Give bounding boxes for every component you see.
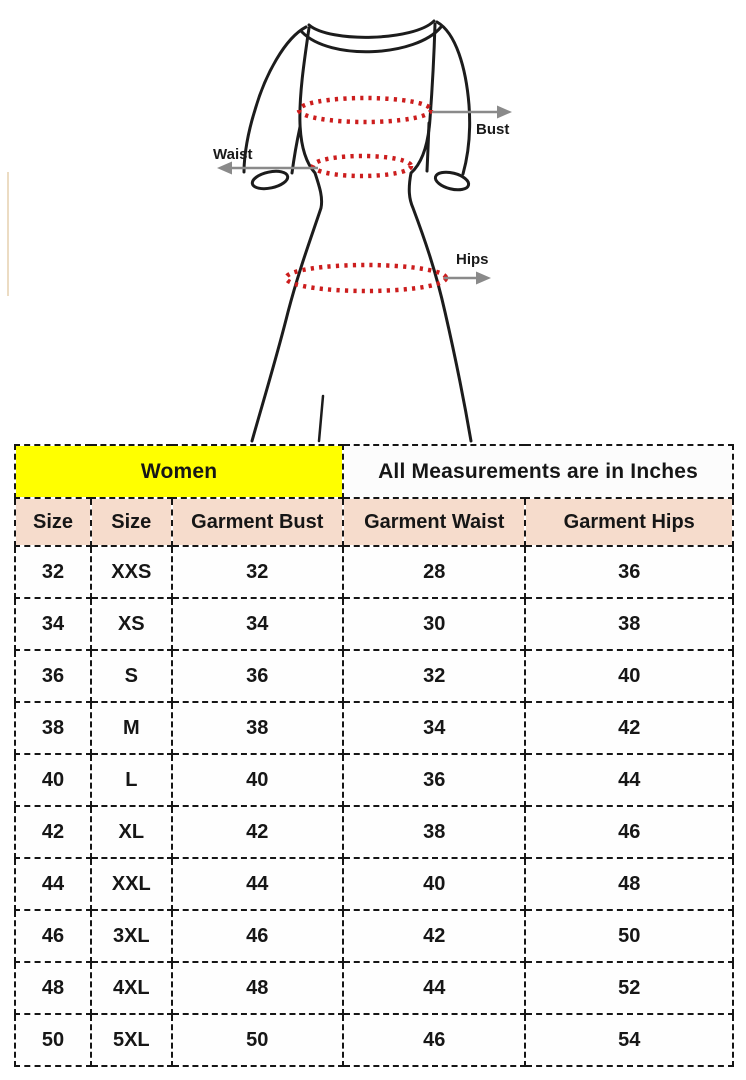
table-cell: 36 — [525, 546, 733, 598]
table-cell: XS — [91, 598, 171, 650]
table-cell: 52 — [525, 962, 733, 1014]
table-cell: 40 — [172, 754, 344, 806]
table-row — [15, 858, 733, 910]
table-cell: 42 — [343, 910, 525, 962]
hem-slit — [319, 396, 323, 441]
table-cell: 40 — [15, 754, 91, 806]
table-cell: 38 — [15, 702, 91, 754]
column-header-garment-waist: Garment Waist — [343, 498, 525, 546]
dress-outline-drawing — [244, 21, 471, 441]
column-header-garment-bust: Garment Bust — [172, 498, 344, 546]
table-row — [15, 702, 733, 754]
table-cell: 34 — [172, 598, 344, 650]
bust-ellipse — [299, 98, 431, 122]
table-cell: 42 — [15, 806, 91, 858]
left-sleeve-inner — [292, 127, 300, 173]
hips-ellipse — [286, 265, 446, 291]
table-cell: 38 — [343, 806, 525, 858]
right-sleeve-outer — [437, 22, 470, 174]
table-cell: 44 — [525, 754, 733, 806]
table-cell: 48 — [15, 962, 91, 1014]
table-cell: 32 — [172, 546, 344, 598]
table-cell: 48 — [172, 962, 344, 1014]
table-row — [15, 962, 733, 1014]
table-cell: 3XL — [91, 910, 171, 962]
size-chart-table — [14, 444, 734, 1067]
hips-label: Hips — [456, 251, 489, 268]
table-cell: 44 — [15, 858, 91, 910]
table-cell: 44 — [172, 858, 344, 910]
dress-measurement-diagram — [0, 0, 746, 445]
neckline-outer — [309, 21, 434, 37]
hips-arrowhead — [476, 272, 491, 285]
body-right-edge — [409, 24, 471, 441]
table-row — [15, 1014, 733, 1066]
table-cell: 46 — [525, 806, 733, 858]
table-cell: 50 — [15, 1014, 91, 1066]
units-group-header: All Measurements are in Inches — [343, 445, 733, 498]
table-cell: 42 — [525, 702, 733, 754]
table-cell: M — [91, 702, 171, 754]
group-header-row — [15, 445, 733, 498]
table-cell: L — [91, 754, 171, 806]
table-cell: 32 — [15, 546, 91, 598]
table-cell: 5XL — [91, 1014, 171, 1066]
right-sleeve-inner — [427, 123, 429, 171]
table-row — [15, 754, 733, 806]
table-cell: 38 — [525, 598, 733, 650]
table-cell: 38 — [172, 702, 344, 754]
waist-arrowhead — [217, 162, 232, 175]
table-cell: S — [91, 650, 171, 702]
table-cell: 46 — [15, 910, 91, 962]
table-cell: 34 — [343, 702, 525, 754]
table-cell: 40 — [525, 650, 733, 702]
table-cell: 36 — [15, 650, 91, 702]
table-cell: XXL — [91, 858, 171, 910]
waist-ellipse — [313, 156, 411, 176]
women-group-header: Women — [15, 445, 343, 498]
table-cell: 46 — [343, 1014, 525, 1066]
table-cell: 40 — [343, 858, 525, 910]
table-row — [15, 546, 733, 598]
table-row — [15, 910, 733, 962]
table-cell: 54 — [525, 1014, 733, 1066]
table-cell: 46 — [172, 910, 344, 962]
table-cell: XL — [91, 806, 171, 858]
measurement-ellipses — [286, 98, 446, 291]
waist-label: Waist — [213, 146, 253, 163]
table-row — [15, 650, 733, 702]
table-row — [15, 598, 733, 650]
table-cell: 32 — [343, 650, 525, 702]
column-header-size-number: Size — [15, 498, 91, 546]
table-cell: 50 — [525, 910, 733, 962]
table-cell: 50 — [172, 1014, 344, 1066]
column-header-row — [15, 498, 733, 546]
table-cell: 4XL — [91, 962, 171, 1014]
table-cell: 48 — [525, 858, 733, 910]
table-cell: 44 — [343, 962, 525, 1014]
column-header-garment-hips: Garment Hips — [525, 498, 733, 546]
bust-label: Bust — [476, 121, 510, 138]
column-header-size-letter: Size — [91, 498, 171, 546]
table-cell: XXS — [91, 546, 171, 598]
table-cell: 28 — [343, 546, 525, 598]
left-cuff — [251, 168, 290, 191]
size-rows — [15, 546, 733, 1066]
table-cell: 30 — [343, 598, 525, 650]
table-cell: 36 — [172, 650, 344, 702]
table-row — [15, 806, 733, 858]
table-cell: 34 — [15, 598, 91, 650]
table-cell: 36 — [343, 754, 525, 806]
bust-arrowhead — [497, 106, 512, 119]
table-cell: 42 — [172, 806, 344, 858]
